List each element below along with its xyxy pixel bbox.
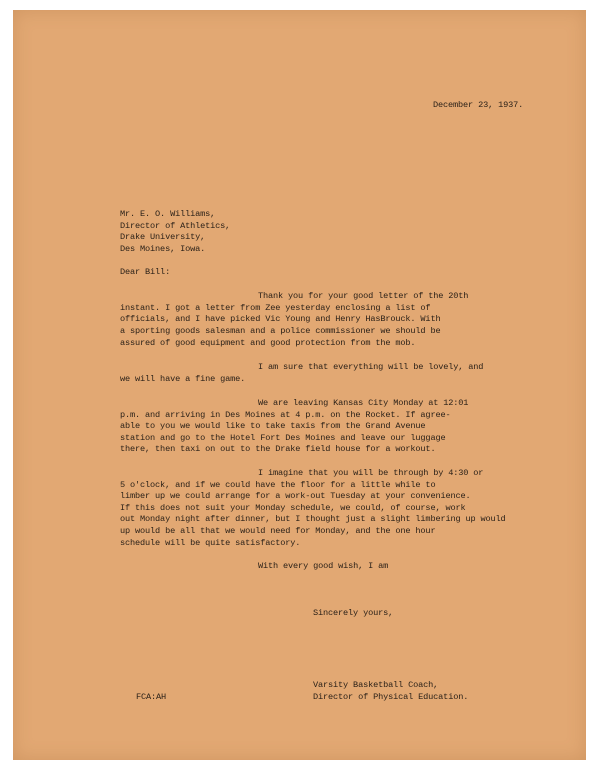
body-line: 5 o'clock, and if we could have the floor for a little while to xyxy=(120,480,436,490)
body-line: up would be all that we would need for Monday, and the one hour xyxy=(120,526,436,536)
body-line: assured of good equipment and good protection from the mob. xyxy=(120,338,416,348)
body-line: there, then taxi on out to the Drake field house for a workout. xyxy=(120,444,436,454)
body-line: officials, and I have picked Vic Young and Henry HasBrouck. With xyxy=(120,314,441,324)
body-line: If this does not suit your Monday schedule, we could, of course, work xyxy=(120,503,466,513)
body-line: a sporting goods salesman and a police commissioner we should be xyxy=(120,326,441,336)
letter-sheet xyxy=(13,10,586,760)
body-line: we will have a fine game. xyxy=(120,374,246,384)
body-line: limber up we could arrange for a work-out Tuesday at your convenience. xyxy=(120,491,471,501)
body-line: out Monday night after dinner, but I thought just a slight limbering up would xyxy=(120,514,506,524)
body-line: We are leaving Kansas City Monday at 12:01 xyxy=(258,398,469,408)
closing-wish: With every good wish, I am xyxy=(258,561,389,571)
address-line: Des Moines, Iowa. xyxy=(120,244,206,254)
complimentary-close: Sincerely yours, xyxy=(313,608,394,618)
address-line: Mr. E. O. Williams, xyxy=(120,209,216,219)
letter-date: December 23, 1937. xyxy=(433,100,524,110)
body-line: I imagine that you will be through by 4:30 or xyxy=(258,468,484,478)
reference-initials: FCA:AH xyxy=(136,692,167,702)
address-line: Director of Athletics, xyxy=(120,221,231,231)
body-line: Thank you for your good letter of the 20th xyxy=(258,291,469,301)
body-line: schedule will be quite satisfactory. xyxy=(120,538,301,548)
address-line: Drake University, xyxy=(120,232,206,242)
body-line: instant. I got a letter from Zee yesterday enclosing a list of xyxy=(120,303,431,313)
body-line: able to you we would like to take taxis from the Grand Avenue xyxy=(120,421,426,431)
signature-title: Varsity Basketball Coach, xyxy=(313,680,439,690)
salutation: Dear Bill: xyxy=(120,267,171,277)
signature-title: Director of Physical Education. xyxy=(313,692,469,702)
body-line: p.m. and arriving in Des Moines at 4 p.m. on the Rocket. If agree- xyxy=(120,410,451,420)
body-line: station and go to the Hotel Fort Des Moines and leave our luggage xyxy=(120,433,446,443)
body-line: I am sure that everything will be lovely, and xyxy=(258,362,484,372)
